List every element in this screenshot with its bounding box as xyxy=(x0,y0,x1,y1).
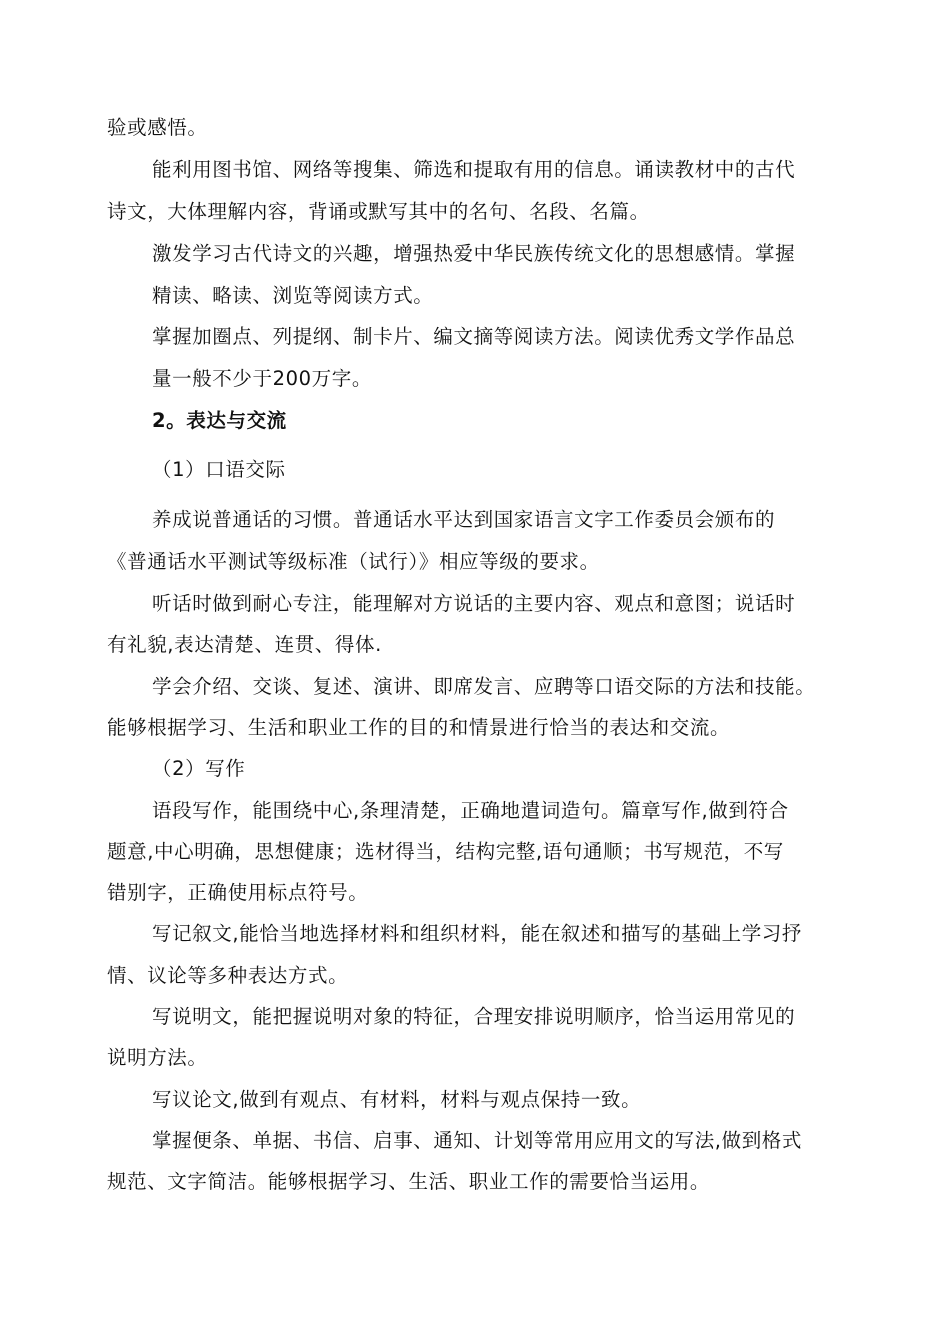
text-line-23: 说明方法。 xyxy=(107,1046,208,1069)
text-line-15: 能够根据学习、生活和职业工作的目的和情景进行恰当的表达和交流。 xyxy=(107,716,731,739)
text-line-12: 听话时做到耐心专注，能理解对方说话的主要内容、观点和意图；说话时 xyxy=(152,592,796,615)
text-line-10: 养成说普通话的习惯。普通话水平达到国家语言文字工作委员会颁布的 xyxy=(152,508,776,531)
text-line-6: 掌握加圈点、列提纲、制卡片、编文摘等阅读方法。阅读优秀文学作品总 xyxy=(152,325,796,348)
text-line-17: 语段写作，能围绕中心,条理清楚，正确地遣词造句。篇章写作,做到符合 xyxy=(152,799,789,822)
text-line-2: 能利用图书馆、网络等搜集、筛选和提取有用的信息。诵读教材中的古代 xyxy=(152,158,796,181)
text-line-21: 情、议论等多种表达方式。 xyxy=(107,964,349,987)
text-line-3: 诗文，大体理解内容，背诵或默写其中的名句、名段、名篇。 xyxy=(107,200,650,223)
subsection-heading-writing: （2）写作 xyxy=(152,757,246,780)
text-line-4: 激发学习古代诗文的兴趣，增强热爱中华民族传统文化的思想感情。掌握 xyxy=(152,242,796,265)
text-line-18: 题意,中心明确，思想健康；选材得当，结构完整,语句通顺；书写规范，不写 xyxy=(107,840,784,863)
text-line-14: 学会介绍、交谈、复述、演讲、即席发言、应聘等口语交际的方法和技能。 xyxy=(152,675,816,698)
text-line-24: 写议论文,做到有观点、有材料，材料与观点保持一致。 xyxy=(152,1088,642,1111)
text-line-1: 验或感悟。 xyxy=(107,116,208,139)
text-line-26: 规范、文字简洁。能够根据学习、生活、职业工作的需要恰当运用。 xyxy=(107,1170,711,1193)
section-heading-expression: 2。表达与交流 xyxy=(152,409,287,432)
text-line-7: 量一般不少于200万字。 xyxy=(152,367,372,390)
text-line-11: 《普通话水平测试等级标准（试行）》相应等级的要求。 xyxy=(107,550,600,573)
text-line-20: 写记叙文,能恰当地选择材料和组织材料，能在叙述和描写的基础上学习抒 xyxy=(152,922,802,945)
text-line-25: 掌握便条、单据、书信、启事、通知、计划等常用应用文的写法,做到格式 xyxy=(152,1129,802,1152)
text-line-5: 精读、略读、浏览等阅读方式。 xyxy=(152,284,434,307)
text-line-22: 写说明文，能把握说明对象的特征，合理安排说明顺序，恰当运用常见的 xyxy=(152,1005,796,1028)
subsection-heading-oral: （1）口语交际 xyxy=(152,458,286,481)
text-line-13: 有礼貌,表达清楚、连贯、得体. xyxy=(107,633,382,656)
text-line-19: 错别字，正确使用标点符号。 xyxy=(107,881,369,904)
